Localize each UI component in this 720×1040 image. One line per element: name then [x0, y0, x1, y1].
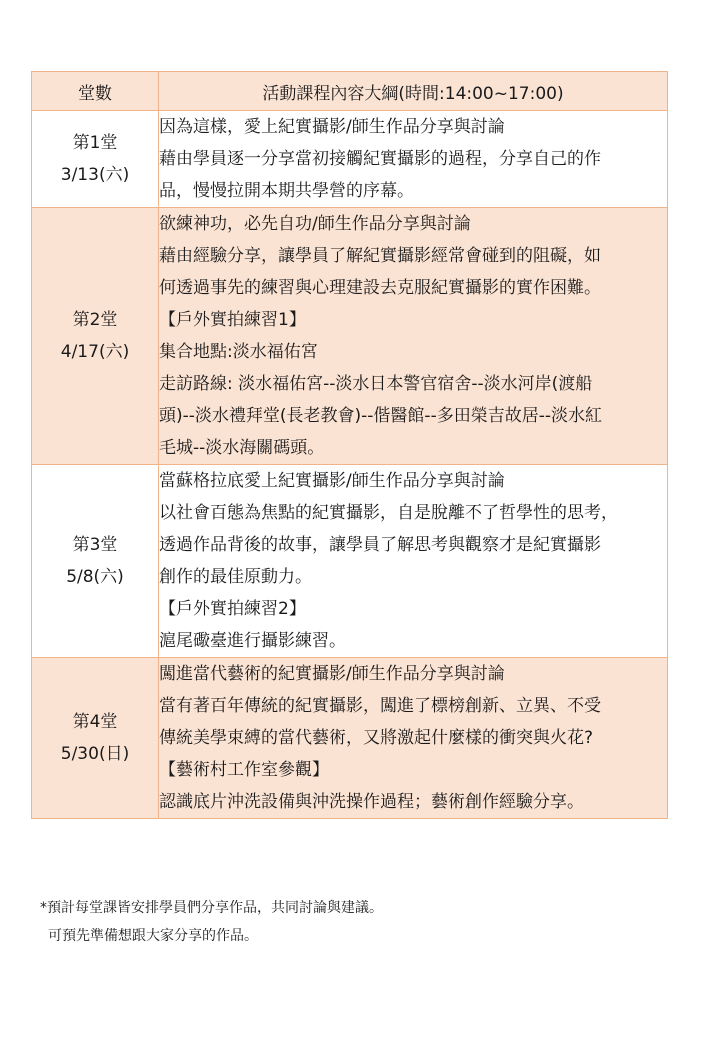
content-line: 頭)--淡水禮拜堂(長老教會)--偕醫館--多田榮吉故居--淡水紅 [159, 406, 602, 426]
content-line: 認識底片沖洗設備與沖洗操作過程；藝術創作經驗分享。 [159, 792, 584, 812]
activity-heading: 【戶外實拍練習1】 [159, 310, 306, 330]
footnote-line-1: *預計每堂課皆安排學員們分享作品，共同討論與建議。 [40, 900, 383, 916]
content-line: 何透過事先的練習與心理建設去克服紀實攝影的實作困難。 [159, 278, 601, 298]
session-cell [32, 465, 159, 658]
content-cell [159, 658, 668, 819]
session-title: 當蘇格拉底愛上紀實攝影/師生作品分享與討論 [159, 471, 505, 491]
content-line: 滬尾礮臺進行攝影練習。 [159, 631, 346, 651]
content-cell [159, 208, 668, 465]
session-cell [32, 111, 159, 208]
table-row [32, 658, 668, 819]
session-title: 欲練神功，必先自功/師生作品分享與討論 [159, 214, 471, 234]
footnote-line-2: 可預先準備想跟大家分享的作品。 [48, 928, 258, 944]
session-number: 第4堂 [72, 712, 118, 732]
content-line: 藉由學員逐一分享當初接觸紀實攝影的過程，分享自己的作 [159, 149, 601, 169]
content-line: 藉由經驗分享，讓學員了解紀實攝影經常會碰到的阻礙，如 [159, 246, 601, 266]
activity-heading: 【戶外實拍練習2】 [159, 599, 306, 619]
content-line: 透過作品背後的故事，讓學員了解思考與觀察才是紀實攝影 [159, 535, 601, 555]
course-schedule-table [31, 71, 668, 819]
table-row [32, 208, 668, 465]
session-date: 3/13(六) [60, 165, 130, 185]
session-number: 第2堂 [72, 310, 118, 330]
session-number: 第1堂 [72, 133, 118, 153]
activity-heading: 【藝術村工作室參觀】 [159, 760, 329, 780]
content-line: 創作的最佳原動力。 [159, 567, 312, 587]
content-line: 毛城--淡水海關碼頭。 [159, 438, 325, 458]
session-title: 闖進當代藝術的紀實攝影/師生作品分享與討論 [159, 664, 505, 684]
content-cell [159, 465, 668, 658]
content-line: 當有著百年傳統的紀實攝影，闖進了標榜創新、立異、不受 [159, 696, 601, 716]
table-row [32, 111, 668, 208]
table-header-row [32, 72, 668, 111]
session-column-header: 堂數 [32, 72, 159, 111]
session-date: 5/8(六) [66, 567, 124, 587]
content-cell [159, 111, 668, 208]
content-column-header: 活動課程內容大綱(時間:14:00~17:00) [159, 72, 668, 111]
content-line: 傳統美學束縛的當代藝術，又將激起什麼樣的衝突與火花? [159, 728, 594, 748]
session-date: 4/17(六) [60, 342, 130, 362]
session-number: 第3堂 [72, 535, 118, 555]
session-title: 因為這樣，愛上紀實攝影/師生作品分享與討論 [159, 117, 505, 137]
content-line: 集合地點:淡水福佑宮 [159, 342, 318, 362]
content-line: 以社會百態為焦點的紀實攝影，自是脫離不了哲學性的思考， [159, 503, 618, 523]
session-cell [32, 658, 159, 819]
session-date: 5/30(日) [60, 744, 130, 764]
table-row [32, 465, 668, 658]
content-line: 品，慢慢拉開本期共學營的序幕。 [159, 181, 414, 201]
content-line: 走訪路線: 淡水福佑宮--淡水日本警官宿舍--淡水河岸(渡船 [159, 374, 593, 394]
session-cell [32, 208, 159, 465]
